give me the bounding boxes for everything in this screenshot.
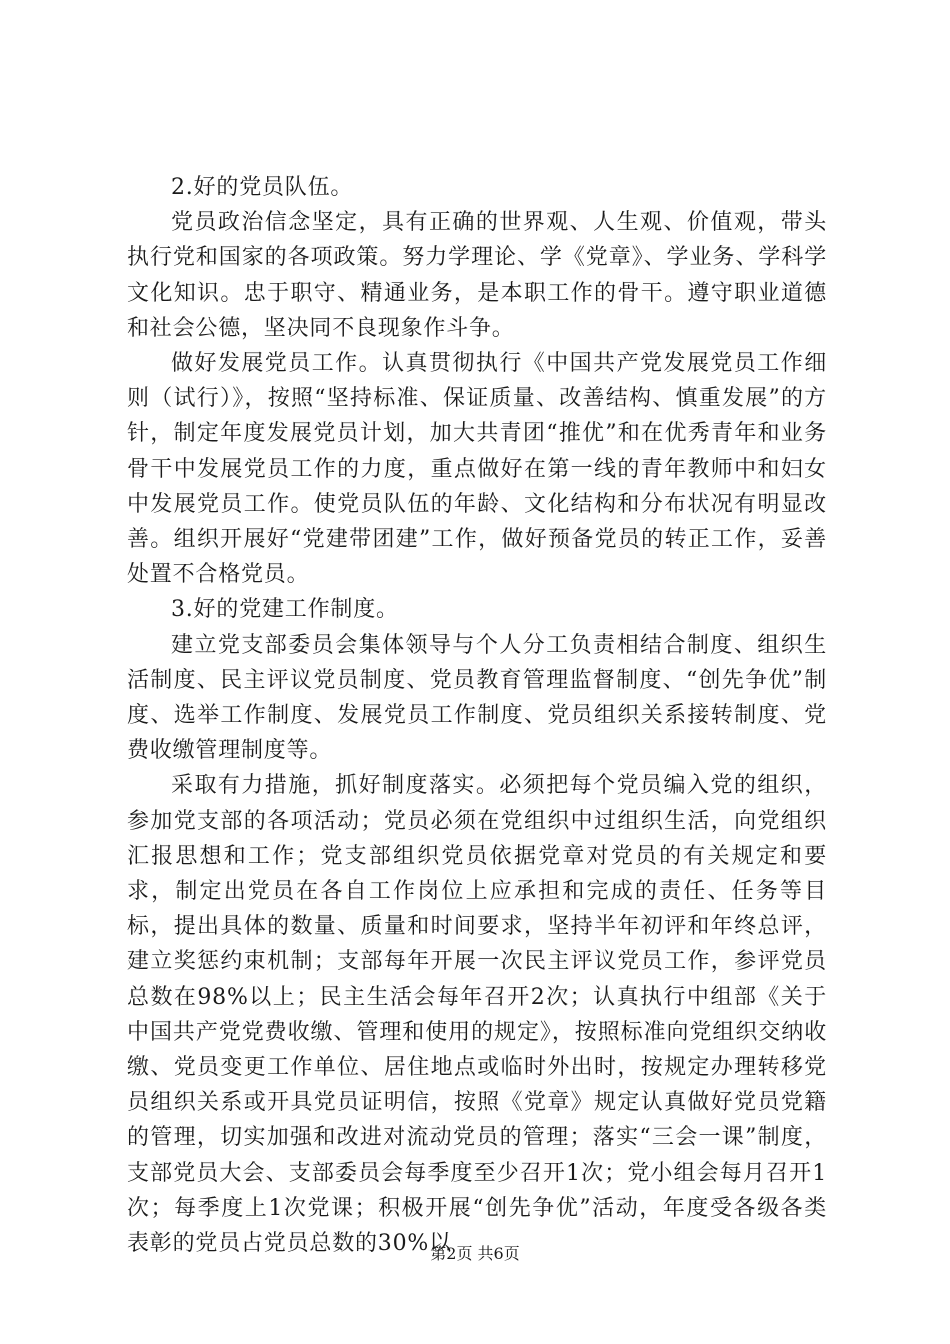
page-footer: 第2页 共6页 — [430, 1244, 520, 1263]
document-body — [127, 170, 827, 1261]
paragraph-member-beliefs: 党员政治信念坚定，具有正确的世界观、人生观、价值观，带头执行党和国家的各项政策。努力学理论、学《党章》、学业务、学科学文化知识。忠于职守、精通业务，是本职工作的骨干。遵守职业道德和社会公德，坚决同不良现象作斗争。 — [127, 210, 827, 341]
section-heading-work-system: 3.好的党建工作制度。 — [171, 597, 399, 623]
paragraph-develop-members: 做好发展党员工作。认真贯彻执行《中国共产党发展党员工作细则（试行）》，按照“坚持标准、保证质量、改善结构、慎重发展”的方针，制定年度发展党员计划，加大共青团“推优”和在优秀青年和业务骨干中发展党员工作的力度，重点做好在第一线的青年教师中和妇女中发展党员工作。使党员队伍的年龄、文化结构和分布状况有明显改善。组织开展好“党建带团建”工作，做好预备党员的转正工作，妥善处置不合格党员。 — [127, 351, 827, 588]
paragraph-implement-measures: 采取有力措施，抓好制度落实。必须把每个党员编入党的组织，参加党支部的各项活动；党员必须在党组织中过组织生活，向党组织汇报思想和工作；党支部组织党员依据党章对党员的有关规定和要求，制定出党员在各自工作岗位上应承担和完成的责任、任务等目标，提出具体的数量、质量和时间要求，坚持半年初评和年终总评，建立奖惩约束机制；支部每年开展一次民主评议党员工作，参评党员总数在98%以上；民主生活会每年召开2次；认真执行中组部《关于中国共产党党费收缴、管理和使用的规定》，按照标准向党组织交纳收缴、党员变更工作单位、居住地点或临时外出时，按规定办理转移党员组织关系或开具党员证明信，按照《党章》规定认真做好党员党籍的管理，切实加强和改进对流动党员的管理；落实“三会一课”制度，支部党员大会、支部委员会每季度至少召开1次；党小组会每月召开1次；每季度上1次党课；积极开展“创先争优”活动，年度受各级各类表彰的党员占党员总数的30%以 — [127, 773, 827, 1257]
paragraph-establish-systems: 建立党支部委员会集体领导与个人分工负责相结合制度、组织生活制度、民主评议党员制度、党员教育管理监督制度、“创先争优”制度、选举工作制度、发展党员工作制度、党员组织关系接转制度、党费收缴管理制度等。 — [127, 632, 827, 764]
section-heading-party-members: 2.好的党员队伍。 — [171, 175, 354, 200]
